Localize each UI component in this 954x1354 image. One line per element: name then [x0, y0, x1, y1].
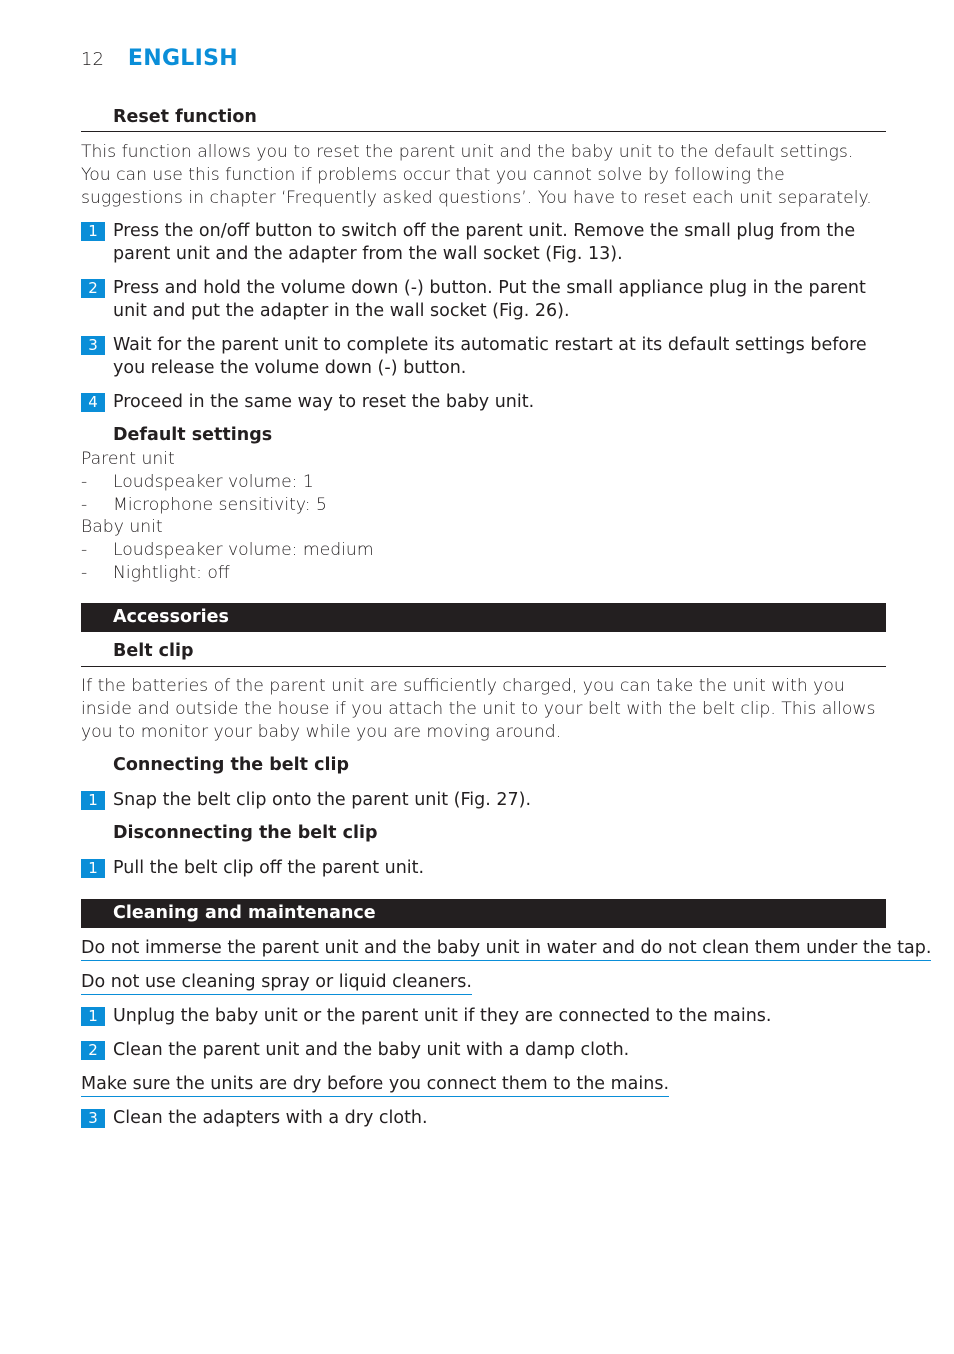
step-number: 3 — [81, 336, 105, 355]
baby-unit-label: Baby unit — [81, 517, 163, 537]
default-settings-heading: Default settings — [113, 425, 273, 445]
step-text: Snap the belt clip onto the parent unit (Fig. 27). — [113, 790, 532, 810]
step-number: 1 — [81, 859, 105, 878]
heading-rule — [81, 666, 886, 667]
bullet-dash: - — [81, 540, 88, 560]
step-text: Clean the adapters with a dry cloth. — [113, 1108, 428, 1128]
step-text: Press the on/off button to switch off the parent unit. Remove the small plug from the parent unit and the adapter from the wall socket (Fig. 13). — [113, 221, 856, 264]
step-text: Wait for the parent unit to complete its automatic restart at its default settings before you release the volume down (-) button. — [113, 335, 867, 378]
step-number: 2 — [81, 279, 105, 298]
step-text: Press and hold the volume down (-) button. Put the small appliance plug in the parent unit and put the adapter in the wall socket (Fig. 26). — [113, 278, 866, 321]
list-item — [81, 494, 327, 517]
section-title: Cleaning and maintenance — [113, 903, 376, 923]
step-text: Proceed in the same way to reset the baby unit. — [113, 392, 535, 412]
cleaning-section-bar — [81, 899, 886, 928]
warning-cleaners: Do not use cleaning spray or liquid cleaners. — [81, 971, 472, 995]
step-number: 1 — [81, 1007, 105, 1026]
reset-function-heading: Reset function — [113, 107, 257, 127]
reset-step-2 — [81, 277, 886, 323]
disconnecting-heading: Disconnecting the belt clip — [113, 823, 378, 843]
warning-dry: Make sure the units are dry before you connect them to the mains. — [81, 1073, 669, 1097]
reset-step-3 — [81, 334, 886, 380]
bullet-dash: - — [81, 563, 88, 583]
warning-immerse: Do not immerse the parent unit and the baby unit in water and do not clean them under the tap. — [81, 937, 931, 961]
list-item — [81, 471, 314, 494]
cleaning-step-2 — [81, 1039, 886, 1062]
belt-clip-text: If the batteries of the parent unit are sufficiently charged, you can take the unit with you inside and outside the house if you attach the unit to your belt with the belt clip. This allows you to monitor your baby while you are moving around. — [81, 676, 876, 742]
reset-intro: This function allows you to reset the parent unit and the baby unit to the default settings. You can use this function if problems occur that you cannot solve by following the suggestions in chapter ‘Frequently asked questions’. You have to reset each unit separately. — [81, 142, 872, 208]
belt-clip-heading: Belt clip — [113, 641, 194, 661]
step-number: 1 — [81, 222, 105, 241]
step-number: 3 — [81, 1109, 105, 1128]
connecting-heading: Connecting the belt clip — [113, 755, 350, 775]
heading-rule — [81, 131, 886, 132]
bullet-dash: - — [81, 472, 88, 492]
list-item-text: Nightlight: off — [113, 563, 230, 583]
connecting-step-1 — [81, 789, 886, 812]
list-item-text: Microphone sensitivity: 5 — [113, 495, 327, 515]
bullet-dash: - — [81, 495, 88, 515]
step-number: 1 — [81, 791, 105, 810]
accessories-section-bar — [81, 603, 886, 632]
step-number: 2 — [81, 1041, 105, 1060]
list-item — [81, 539, 374, 562]
language-label: ENGLISH — [127, 46, 238, 71]
reset-step-4 — [81, 391, 886, 414]
parent-unit-label: Parent unit — [81, 449, 175, 469]
list-item — [81, 562, 230, 585]
section-title: Accessories — [113, 607, 229, 627]
step-number: 4 — [81, 393, 105, 412]
cleaning-step-3 — [81, 1107, 886, 1130]
step-text: Pull the belt clip off the parent unit. — [113, 858, 425, 878]
list-item-text: Loudspeaker volume: 1 — [113, 472, 314, 492]
step-text: Clean the parent unit and the baby unit with a damp cloth. — [113, 1040, 630, 1060]
disconnecting-step-1 — [81, 857, 886, 880]
reset-step-1 — [81, 220, 886, 266]
list-item-text: Loudspeaker volume: medium — [113, 540, 374, 560]
step-text: Unplug the baby unit or the parent unit if they are connected to the mains. — [113, 1006, 772, 1026]
cleaning-step-1 — [81, 1005, 886, 1028]
page-header — [81, 46, 238, 76]
page-number: 12 — [81, 49, 104, 70]
